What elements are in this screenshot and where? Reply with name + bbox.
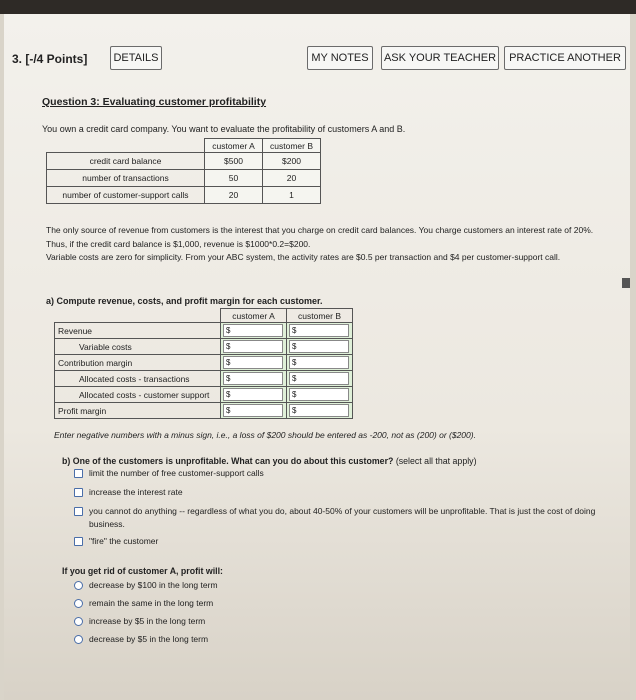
radio-button[interactable] <box>74 599 83 608</box>
question-header <box>4 44 630 74</box>
option-limit-calls[interactable]: limit the number of free customer-support calls <box>74 467 614 480</box>
checkbox[interactable] <box>74 488 83 497</box>
col-header-a: customer A <box>205 139 263 153</box>
col-header-a: customer A <box>221 309 287 323</box>
profit-margin-b-input[interactable]: $ <box>289 404 349 417</box>
radio-button[interactable] <box>74 581 83 590</box>
radio-button[interactable] <box>74 617 83 626</box>
transactions-cost-b-input[interactable]: $ <box>289 372 349 385</box>
radio-button[interactable] <box>74 635 83 644</box>
table-row: Allocated costs - customer support $ $ <box>55 387 353 403</box>
variable-costs-b-input[interactable]: $ <box>289 340 349 353</box>
table-row: credit card balance $500 $200 <box>47 153 321 170</box>
ask-teacher-button[interactable]: ASK YOUR TEACHER <box>381 46 499 70</box>
col-header-b: customer B <box>287 309 353 323</box>
my-notes-button[interactable]: MY NOTES <box>307 46 373 70</box>
scroll-marker <box>622 278 630 288</box>
table-row: number of customer-support calls 20 1 <box>47 187 321 204</box>
table-row: Revenue $ $ <box>55 323 353 339</box>
support-cost-b-input[interactable]: $ <box>289 388 349 401</box>
part-b-title: b) One of the customers is unprofitable. What can you do about this customer? (select all that apply) <box>62 456 477 466</box>
table-row: Allocated costs - transactions $ $ <box>55 371 353 387</box>
transactions-cost-a-input[interactable]: $ <box>223 372 283 385</box>
col-header-b: customer B <box>263 139 321 153</box>
contribution-margin-a-input[interactable]: $ <box>223 356 283 369</box>
question-intro: You own a credit card company. You want to evaluate the profitability of customers A and B. <box>42 124 406 134</box>
option-remain-same[interactable]: remain the same in the long term <box>74 597 614 610</box>
table-row: number of transactions 50 20 <box>47 170 321 187</box>
question-page <box>4 14 630 700</box>
option-decrease-5[interactable]: decrease by $5 in the long term <box>74 633 614 646</box>
problem-description <box>46 224 612 265</box>
practice-another-button[interactable]: PRACTICE ANOTHER <box>504 46 626 70</box>
revenue-paragraph: The only source of revenue from customers is the interest that you charge on credit card balances. You charge customers an interest rate of 20%. Thus, if the credit card balance is $1,000, revenue is $1000*0.2=$200. <box>46 225 594 249</box>
question-number: 3. [-/4 Points] <box>12 52 88 66</box>
revenue-b-input[interactable]: $ <box>289 324 349 337</box>
contribution-margin-b-input[interactable]: $ <box>289 356 349 369</box>
table-row: Profit margin $ $ <box>55 403 353 419</box>
revenue-a-input[interactable]: $ <box>223 324 283 337</box>
profitability-table <box>54 308 353 419</box>
top-bar <box>0 0 636 14</box>
table-row: Variable costs $ $ <box>55 339 353 355</box>
support-cost-a-input[interactable]: $ <box>223 388 283 401</box>
checkbox[interactable] <box>74 537 83 546</box>
cost-paragraph: Variable costs are zero for simplicity. From your ABC system, the activity rates are $0.5 per transaction and $4 per customer-support call. <box>46 252 561 262</box>
checkbox[interactable] <box>74 469 83 478</box>
variable-costs-a-input[interactable]: $ <box>223 340 283 353</box>
part-a-title: a) Compute revenue, costs, and profit margin for each customer. <box>46 296 323 306</box>
part-b-subtitle: (select all that apply) <box>395 456 477 466</box>
option-fire-customer[interactable]: "fire" the customer <box>74 535 614 548</box>
part-c-title: If you get rid of customer A, profit will: <box>62 566 223 576</box>
option-decrease-100[interactable]: decrease by $100 in the long term <box>74 579 614 592</box>
table-row: Contribution margin $ $ <box>55 355 353 371</box>
option-increase-5[interactable]: increase by $5 in the long term <box>74 615 614 628</box>
details-button[interactable]: DETAILS <box>110 46 162 70</box>
negative-number-note: Enter negative numbers with a minus sign, i.e., a loss of $200 should be entered as -200, not as (200) or ($200). <box>54 430 476 440</box>
question-title: Question 3: Evaluating customer profitability <box>42 96 267 108</box>
checkbox[interactable] <box>74 507 83 516</box>
profit-margin-a-input[interactable]: $ <box>223 404 283 417</box>
option-do-nothing[interactable]: you cannot do anything -- regardless of what you do, about 40-50% of your customers will be unprofitable. That is just the cost of doing business. <box>74 505 614 531</box>
customer-data-table <box>46 138 321 204</box>
option-increase-rate[interactable]: increase the interest rate <box>74 486 614 499</box>
